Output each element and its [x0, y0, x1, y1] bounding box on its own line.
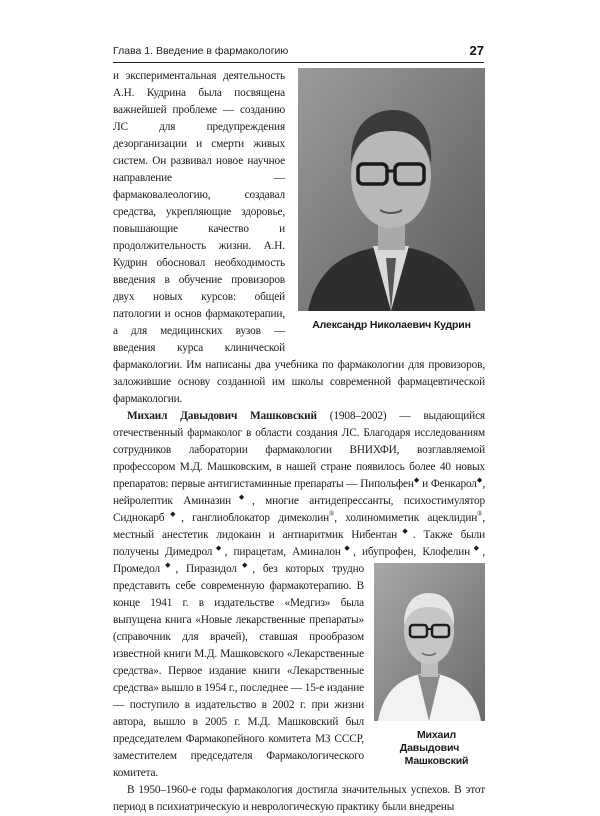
portrait-kudrin-graphic — [298, 68, 485, 311]
portrait-mashkovsky-graphic — [374, 563, 485, 721]
figure-kudrin — [298, 68, 485, 340]
portrait-photo-mashkovsky — [374, 563, 485, 721]
caption-mashkovsky-line1: Михаил Давыдович — [399, 729, 460, 754]
caption-mashkovsky — [374, 729, 485, 768]
caption-kudrin: Александр Николаевич Кудрин — [312, 319, 471, 331]
mashkovsky-name: Михаил Давыдович Машковский — [127, 410, 317, 422]
paragraph-mashkovsky — [113, 408, 485, 782]
diamond-mark: ◆ — [397, 527, 413, 536]
diamond-mark: ◆ — [340, 544, 354, 553]
caption-mashkovsky-line2: Машковский — [404, 755, 469, 767]
portrait-photo-kudrin — [298, 68, 485, 311]
text-seg-12: , Пиразидол — [175, 563, 237, 575]
diamond-mark: ◆ — [413, 476, 420, 485]
diamond-mark: ◆ — [231, 493, 252, 502]
figure-mashkovsky — [374, 563, 485, 767]
text-seg-9: , пирацетам, Аминалон — [224, 546, 341, 558]
chapter-title: Глава 1. Введение в фармакологию — [113, 45, 289, 57]
text-seg-1: (1908–2002) — выдающийся отечественный фармаколог в области создания ЛС. Благодаря исследованиям сотрудников лаборатории фармакологии ВНИХФИ, возглавляемой профессором М.Д. Машковским, в нашей стране появилось более 40 новых препаратов: первые антигистаминные препараты — Пипольфен — [113, 410, 485, 490]
text-seg-11: , Промедол — [113, 546, 486, 575]
diamond-mark: ◆ — [164, 510, 182, 519]
text-seg-5: , ганглиоблокатор димеколин — [181, 512, 330, 524]
diamond-mark: ◆ — [470, 544, 483, 553]
diamond-mark: ◆ — [476, 476, 483, 485]
paragraph-kudrin: и экспериментальная деятельность А.Н. Кудрина была посвящена важнейшей проблеме — созданию ЛС для предупреждения дезорганизации и смерти живых систем. Он развивал новое научное направление — фармаковалеологию, создавал средства, укрепляющие здоровье, повышающие качество и продолжительность жизни. А.Н. Кудрин обосновал необходимость введения в обучение провизоров двух новых курсов: общей патологии и основ фармакотерапии, а для медицинских вузов — введения курса клинической фармакологии. Им написаны два учебника по фармакологии для провизоров, заложившие основу созданной им школы современной фармацевтической фармакологии. — [113, 70, 485, 405]
paragraph-1950s: В 1950–1960-е годы фармакология достигла значительных успехов. В этот период в психиатрическую и неврологическую практику были внедрены — [113, 784, 485, 813]
diamond-mark: ◆ — [236, 561, 253, 570]
text-seg-4: , многие антидепрессанты, психостимулятор Сиднокарб — [113, 495, 485, 524]
text-seg-3: , нейролептик Аминазин — [113, 478, 486, 507]
page-number: 27 — [469, 43, 484, 58]
text-seg-6: , холиномиметик ацеклидин — [334, 512, 478, 524]
text-seg-7: , местный анестетик лидокаин и антиаритмик Нибентан — [113, 512, 486, 541]
text-seg-2: и Фенкарол — [419, 478, 477, 490]
diamond-mark: ◆ — [159, 561, 176, 570]
registered-mark: ® — [477, 510, 483, 519]
text-seg-8: . Также были получены Димедрол — [113, 529, 485, 558]
diamond-mark: ◆ — [212, 544, 225, 553]
page-header — [113, 44, 484, 63]
body-text — [113, 68, 485, 816]
text-seg-10: , ибупрофен, Клофелин — [353, 546, 471, 558]
registered-mark: ® — [329, 510, 335, 519]
text-seg-13: , без которых трудно представить себе современную фармакотерапию. В конце 1941 г. в издательстве «Медгиз» была выпущена книга «Новые лекарственные препараты» (справочник для врачей), ставшая прообразом известной книги М.Д. Машковского «Лекарственные средства». Первое издание книги «Лекарственные средства» вышло в 1954 г., последнее — 15-е издание — поступило в издательство в 2002 г. при жизни автора, вышло в 2005 г. М.Д. Машковский был председателем Фармакопейного комитета МЗ СССР, заместителем председателя Фармакологического комитета. — [113, 563, 365, 779]
